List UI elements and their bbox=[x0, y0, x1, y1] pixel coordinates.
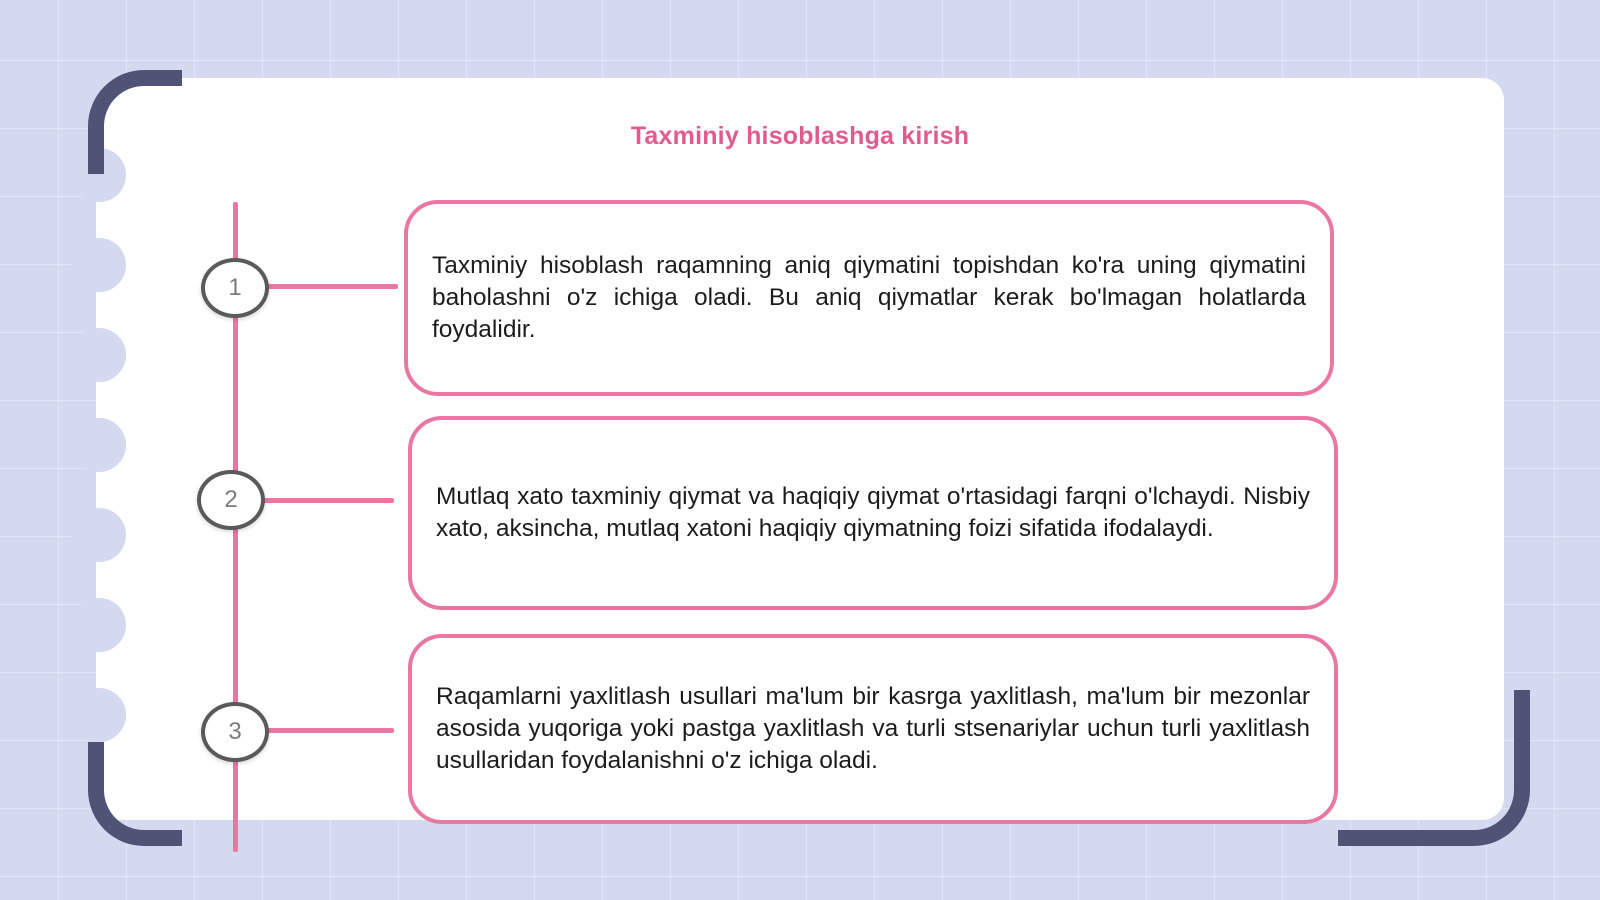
step-1-card bbox=[404, 200, 1334, 396]
step-2-text: Mutlaq xato taxminiy qiymat va haqiqiy qiymat o'rtasidagi farqni o'lchaydi. Nisbiy xato, aksincha, mutlaq xatoni haqiqiy qiymatning foizi sifatida ifodalaydi. bbox=[436, 483, 1310, 542]
step-connector bbox=[258, 498, 394, 503]
slide-title: Taxminiy hisoblashga kirish bbox=[630, 122, 970, 150]
corner-bracket-bottom-right bbox=[1338, 690, 1530, 846]
step-3-card bbox=[408, 634, 1338, 824]
step-3-text: Raqamlarni yaxlitlash usullari ma'lum bir kasrga yaxlitlash, ma'lum bir mezonlar asosida yuqoriga yoki pastga yaxlitlash va turli stsenariylar uchun turli yaxlitlash usullaridan foydalanishni o'z ichiga oladi. bbox=[436, 683, 1310, 774]
step-2-card bbox=[408, 416, 1338, 610]
corner-bracket-bottom-left bbox=[88, 742, 182, 846]
step-1-text: Taxminiy hisoblash raqamning aniq qiymatini topishdan ko'ra uning qiymatini baholashni o'z ichiga oladi. Bu aniq qiymatlar kerak bo'lmagan holatlarda foydalidir. bbox=[432, 252, 1306, 343]
paper-notch bbox=[72, 238, 126, 292]
step-connector bbox=[262, 728, 394, 733]
paper-notch bbox=[72, 328, 126, 382]
step-1-number: 1 bbox=[201, 258, 269, 318]
paper-notch bbox=[72, 598, 126, 652]
step-3-number: 3 bbox=[201, 702, 269, 762]
step-connector bbox=[262, 284, 398, 289]
step-2-number: 2 bbox=[197, 470, 265, 530]
paper-notch bbox=[72, 418, 126, 472]
paper-notch bbox=[72, 508, 126, 562]
paper-notch bbox=[72, 688, 126, 742]
